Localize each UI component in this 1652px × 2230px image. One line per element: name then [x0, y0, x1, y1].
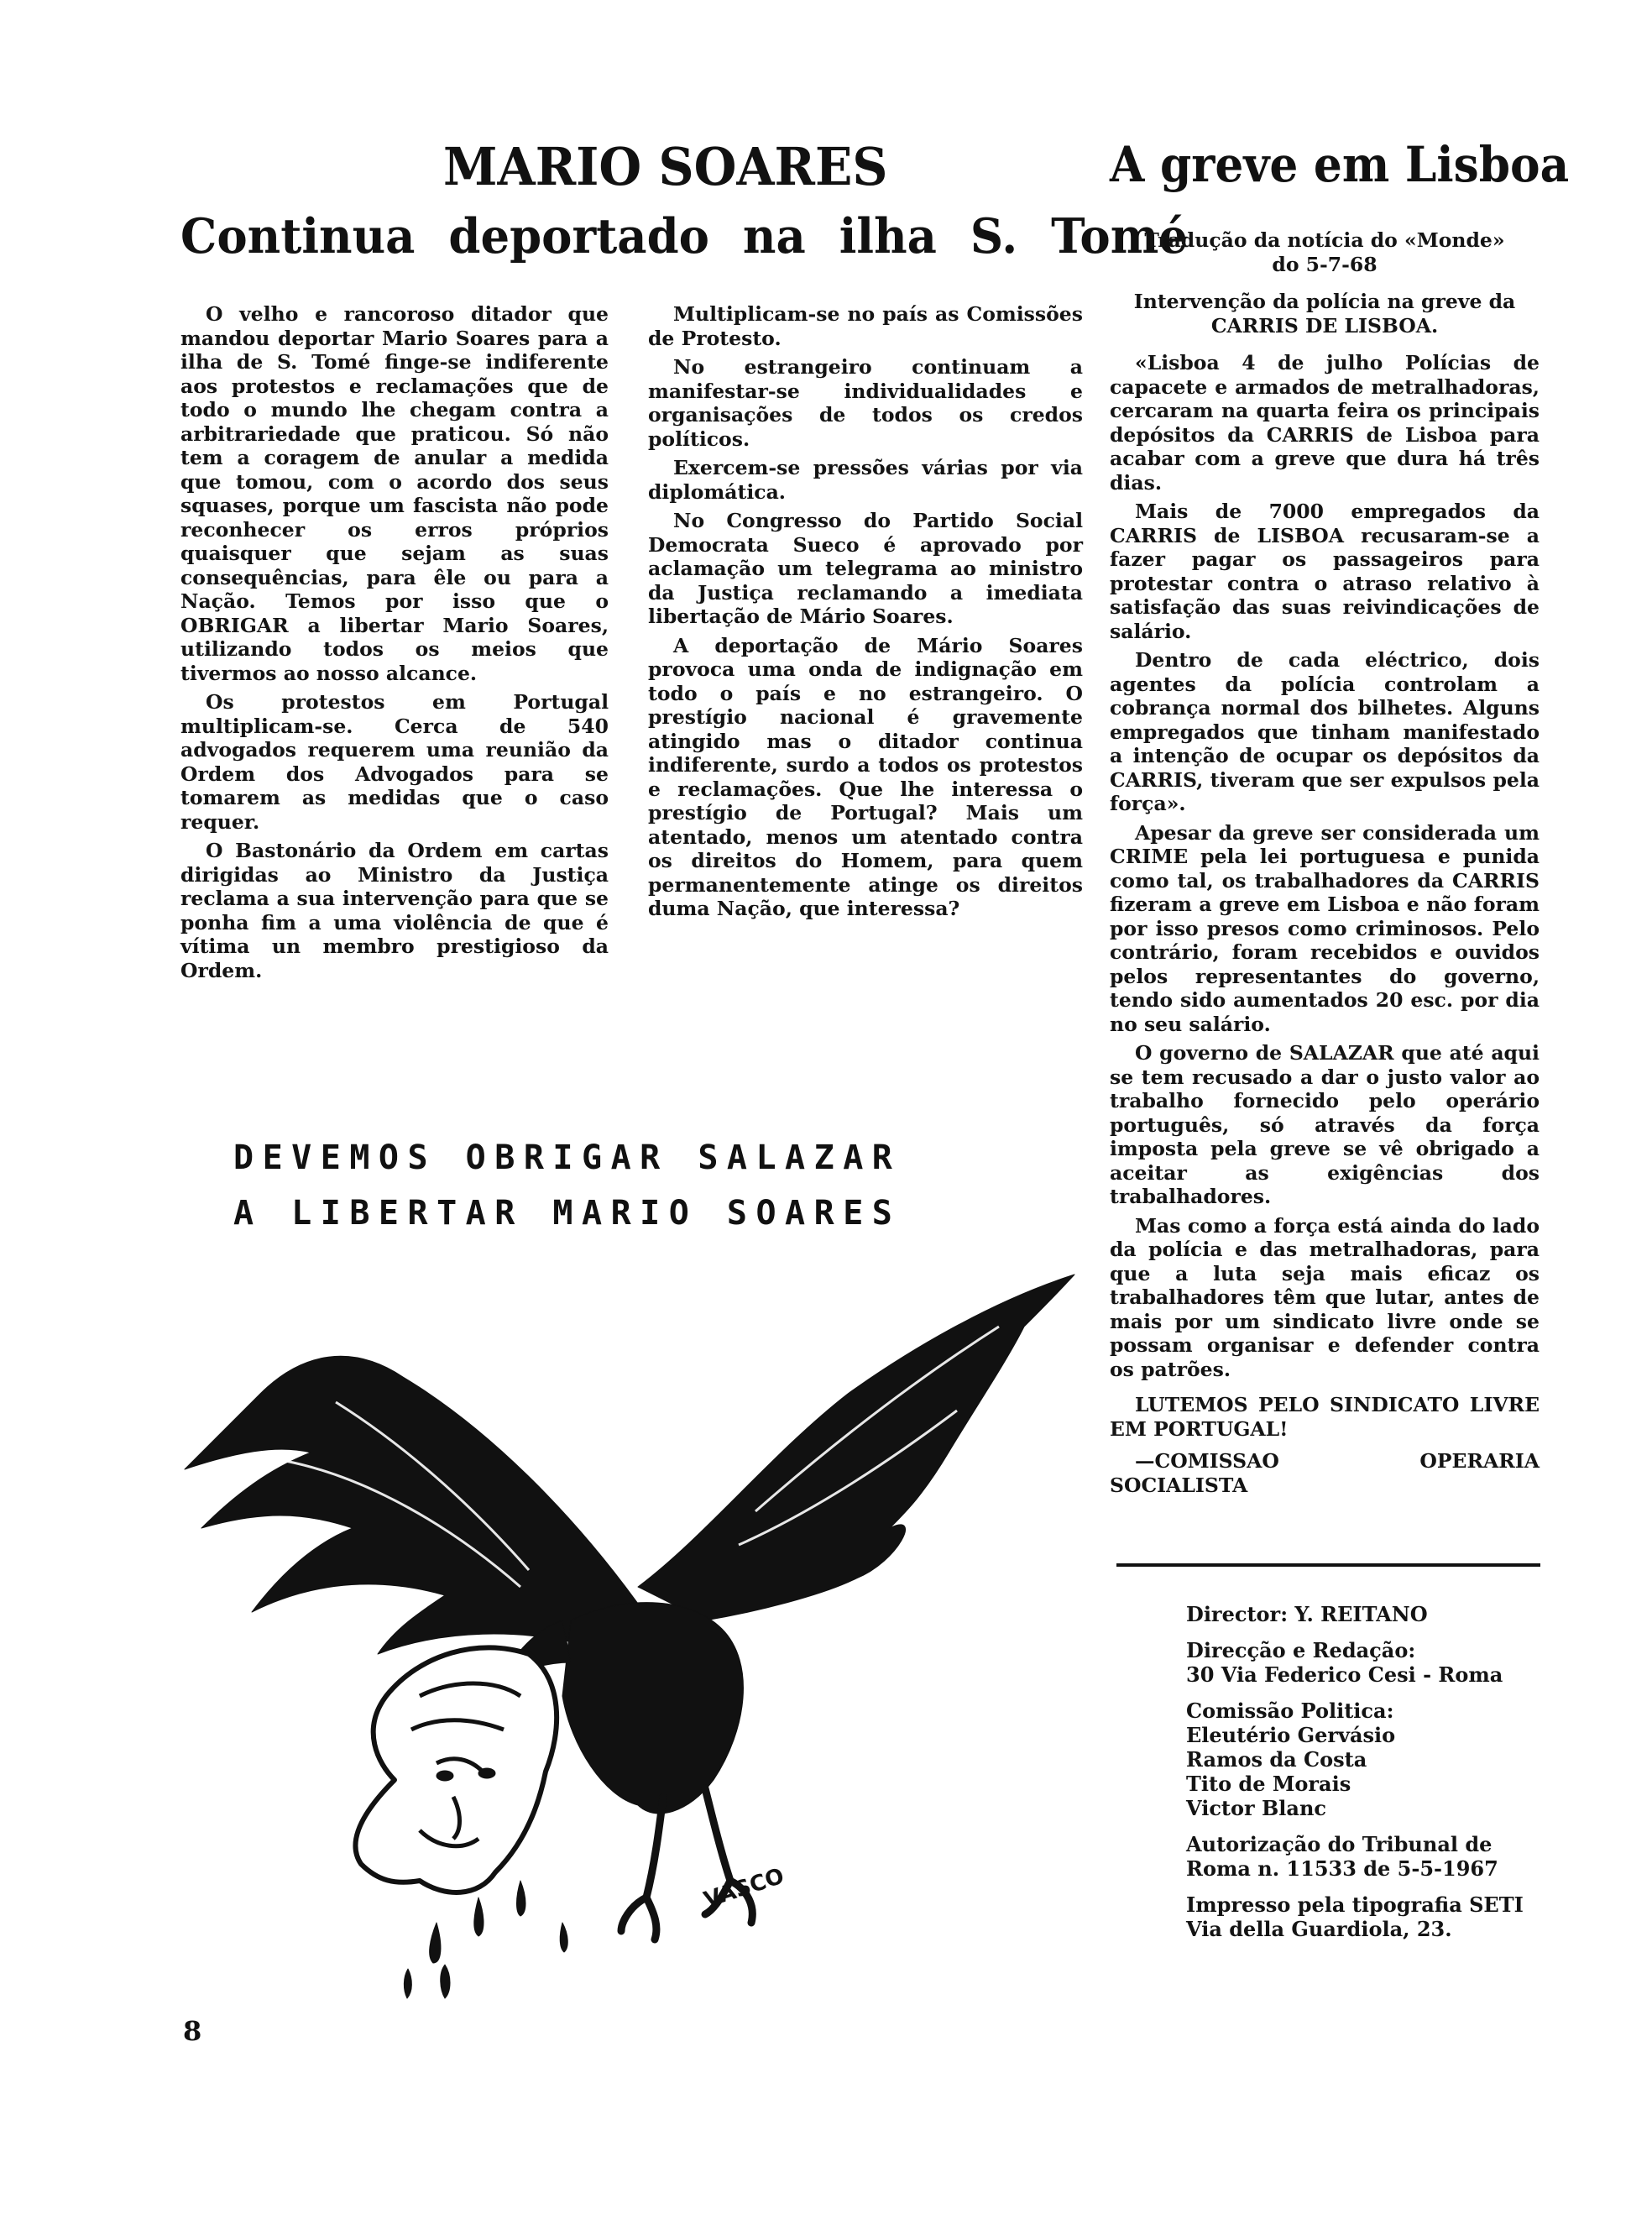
paragraph: Os protestos em Portugal multiplicam-se. Cerca de 540 advogados requerem uma reunião da Ordem dos Advogados para se tomarem as medidas que o caso requer. — [180, 690, 609, 834]
paragraph: Mas como a força está ainda do lado da polícia e das metralhadoras, para que a luta seja mais eficaz os trabalhadores têm que lutar, antes de mais por um sindicato livre onde se possam organisar e defender contra os patrões. — [1110, 1213, 1540, 1381]
paragraph: No Congresso do Partido Social Democrata Sueco é aprovado por aclamação um telegrama ao ministro da Justiça reclamando a imediata libertação de Mário Soares. — [648, 509, 1083, 628]
slogan-line-1: DEVEMOS OBRIGAR SALAZAR — [233, 1139, 902, 1177]
direction-address: 30 Via Federico Cesi - Roma — [1186, 1662, 1503, 1687]
printer-line: Via della Guardiola, 23. — [1186, 1917, 1452, 1941]
vulture-left-wing — [185, 1356, 638, 1654]
paragraph: A deportação de Mário Soares provoca uma onda de indignação em todo o país e no estrangeiro. O prestígio nacional é gravemente atingido mas o ditador continua indiferente, surdo a todos os protestos e reclamações. Que lhe interessa o prestígio de Portugal? Mais um atentado, menos um atentado contra os direitos do Homem, para quem permanentemente atinge os direitos duma Nação, que interessa? — [648, 633, 1083, 920]
direction-label: Direcção e Redação: — [1186, 1638, 1416, 1662]
source-line-2: do 5-7-68 — [1272, 252, 1378, 276]
authorization-line: Autorização do Tribunal de — [1186, 1832, 1493, 1856]
commission-member: Ramos da Costa — [1186, 1747, 1367, 1772]
paragraph: O governo de SALAZAR que até aqui se tem recusado a dar o justo valor ao trabalho fornecido pelo operário português, só através da força imposta pela greve se vê obrigado a aceitar as exigências dos trabalhadores. — [1110, 1041, 1540, 1208]
vulture-body — [562, 1603, 743, 1814]
paragraph: Exercem-se pressões várias por via diplomática. — [648, 456, 1083, 504]
vulture-right-wing — [638, 1275, 1074, 1620]
paragraph: No estrangeiro continuam a manifestar-se individualidades e organisações de todos os credos políticos. — [648, 355, 1083, 451]
paragraph: O velho e rancoroso ditador que mandou deportar Mario Soares para a ilha de S. Tomé finge-se indiferente aos protestos e reclamações que de todo o mundo lhe chegam contra a arbitrariedade que praticou. Só não tem a coragem de anular a medida que tomou, com o acordo dos seus squases, porque um fascista não pode reconhecer os erros próprios quaisquer que sejam as suas consequências, para êle ou para a Nação. Temos por isso que o OBRIGAR a libertar Mario Soares, utilizando todos os meios que tivermos ao nosso alcance. — [180, 302, 609, 685]
paragraph: Multiplicam-se no país as Comissões de Protesto. — [648, 302, 1083, 350]
cartoon-signature: VASCO — [701, 1863, 787, 1913]
left-article-column-1 — [180, 302, 609, 987]
paragraph: «Lisboa 4 de julho Polícias de capacete e armados de metralhadoras, cercaram na quarta feira os principais depósitos da CARRIS de Lisboa para acabar com a greve que dura há três dias. — [1110, 351, 1540, 495]
paragraph: O Bastonário da Ordem em cartas dirigidas ao Ministro da Justiça reclama a sua intervenção para que se ponha fim a uma violência de que é vítima un membro prestigioso da Ordem. — [180, 839, 609, 982]
closing-slogan: LUTEMOS PELO SINDICATO LIVRE EM PORTUGAL! — [1110, 1393, 1540, 1441]
page-number: 8 — [183, 2015, 202, 2047]
left-article-column-2 — [648, 302, 1083, 926]
commission-member: Tito de Morais — [1186, 1772, 1351, 1796]
vulture-cartoon — [168, 1259, 1100, 2015]
lead-paragraph: Intervenção da polícia na greve da CARRIS DE LISBOA. — [1133, 290, 1516, 338]
commission-label: Comissão Politica: — [1186, 1699, 1394, 1723]
paragraph: Apesar da greve ser considerada um CRIME pela lei portuguesa e punida como tal, os trabalhadores da CARRIS fizeram a greve em Lisboa e não foram por isso presos como criminosos. Pelo contrário, foram recebidos e ouvidos pelos representantes do governo, tendo sido aumentados 20 esc. por dia no seu salário. — [1110, 820, 1540, 1036]
left-article-subtitle: Continua deportado na ilha S. Tomé — [180, 208, 1188, 264]
divider-rule — [1116, 1563, 1540, 1567]
source-line-1: Tradução da notícia do «Monde» — [1144, 228, 1505, 252]
paragraph: Dentro de cada eléctrico, dois agentes da polícia controlam a cobrança normal dos bilhetes. Alguns empregados que tinham manifestado a intenção de ocupar os depósitos da CARRIS, tiveram que ser expulsos pela força». — [1110, 648, 1540, 815]
commission-member: Victor Blanc — [1186, 1796, 1327, 1820]
credits-box — [1186, 1602, 1539, 1953]
article-signature: —COMISSAO OPERARIA SOCIALISTA — [1110, 1449, 1540, 1497]
right-article-column — [1110, 228, 1540, 1502]
director-line: Director: Y. REITANO — [1186, 1602, 1428, 1626]
commission-member: Eleutério Gervásio — [1186, 1723, 1396, 1747]
right-article-title: A greve em Lisboa — [1110, 136, 1570, 193]
authorization-line: Roma n. 11533 de 5-5-1967 — [1186, 1856, 1498, 1881]
paragraph: Mais de 7000 empregados da CARRIS de LISBOA recusaram-se a fazer pagar os passageiros para protestar contra o atraso relativo à satisfação das suas reivindicações de salário. — [1110, 500, 1540, 643]
left-article-title: MARIO SOARES — [443, 136, 888, 197]
slogan-line-2: A LIBERTAR MARIO SOARES — [233, 1194, 902, 1233]
printer-line: Impresso pela tipografia SETI — [1186, 1892, 1524, 1917]
